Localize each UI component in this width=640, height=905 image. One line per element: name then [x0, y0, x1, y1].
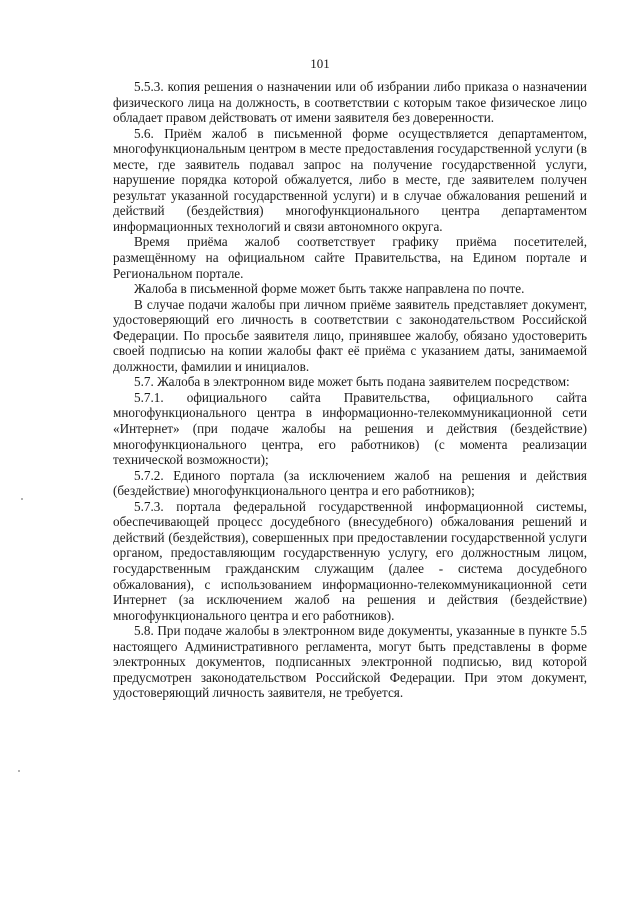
document-body	[113, 79, 587, 701]
paragraph-5-7-3: 5.7.3. портала федеральной государственной информационной системы, обеспечивающей процесс досудебного (внесудебного) обжалования решений и действий (бездействия), совершенных при предоставлении государственной услуги органом, предоставляющим государственную услугу, его должностным лицом, государственным гражданским служащим (далее - система досудебного обжалования), с использованием информационно-телекоммуникационной сети Интернет (за исключением жалоб на решения и действия (бездействие) многофункционального центра и его работников).	[113, 498, 587, 623]
paragraph-5-5-3: 5.5.3. копия решения о назначении или об избрании либо приказа о назначении физического лица на должность, в соответствии с которым такое физическое лицо обладает правом действовать от имени заявителя без доверенности.	[113, 79, 587, 126]
paragraph-personal-submission: В случае подачи жалобы при личном приёме заявитель представляет документ, удостоверяющий его личность в соответствии с законодательством Российской Федерации. По просьбе заявителя лицо, принявшее жалобу, обязано удостоверить своей подписью на копии жалобы факт её приёма с указанием даты, занимаемой должности, фамилии и инициалов.	[113, 296, 587, 374]
scan-speck	[21, 498, 23, 500]
paragraph-5-7: 5.7. Жалоба в электронном виде может быть подана заявителем посредством:	[134, 374, 570, 390]
paragraph-5-6: 5.6. Приём жалоб в письменной форме осуществляется департаментом, многофункциональным центром в месте предоставления государственной услуги (в месте, где заявитель подавал запрос на получение государственной услуги, нарушение порядка которой обжалуется, либо в месте, где заявителем получен результат указанной государственной услуги) и в случае обжалования решений и действий (бездействия) многофункционального центра департаментом информационных технологий и связи автономного округа.	[113, 125, 587, 234]
paragraph-5-7-1: 5.7.1. официального сайта Правительства, официального сайта многофункционального центра в информационно-телекоммуникационной сети «Интернет» (при подаче жалобы на решения и действия (бездействие) многофункционального центра, его работников) (с момента реализации технической возможности);	[113, 389, 587, 468]
scan-speck	[18, 770, 20, 772]
paragraph-postal-submission: Жалоба в письменной форме может быть также направлена по почте.	[134, 281, 525, 297]
paragraph-reception-schedule: Время приёма жалоб соответствует графику приёма посетителей, размещённому на официальном сайте Правительства, на Едином портале и Региональном портале.	[113, 234, 587, 281]
paragraph-5-8: 5.8. При подаче жалобы в электронном виде документы, указанные в пункте 5.5 настоящего Административного регламента, могут быть представлены в форме электронных документов, подписанных электронной подписью, вид которой предусмотрен законодательством Российской Федерации. При этом документ, удостоверяющий личность заявителя, не требуется.	[113, 623, 587, 701]
paragraph-5-7-2: 5.7.2. Единого портала (за исключением жалоб на решения и действия (бездействие) многофункционального центра и его работников);	[113, 467, 587, 499]
page-number: 101	[310, 56, 330, 71]
